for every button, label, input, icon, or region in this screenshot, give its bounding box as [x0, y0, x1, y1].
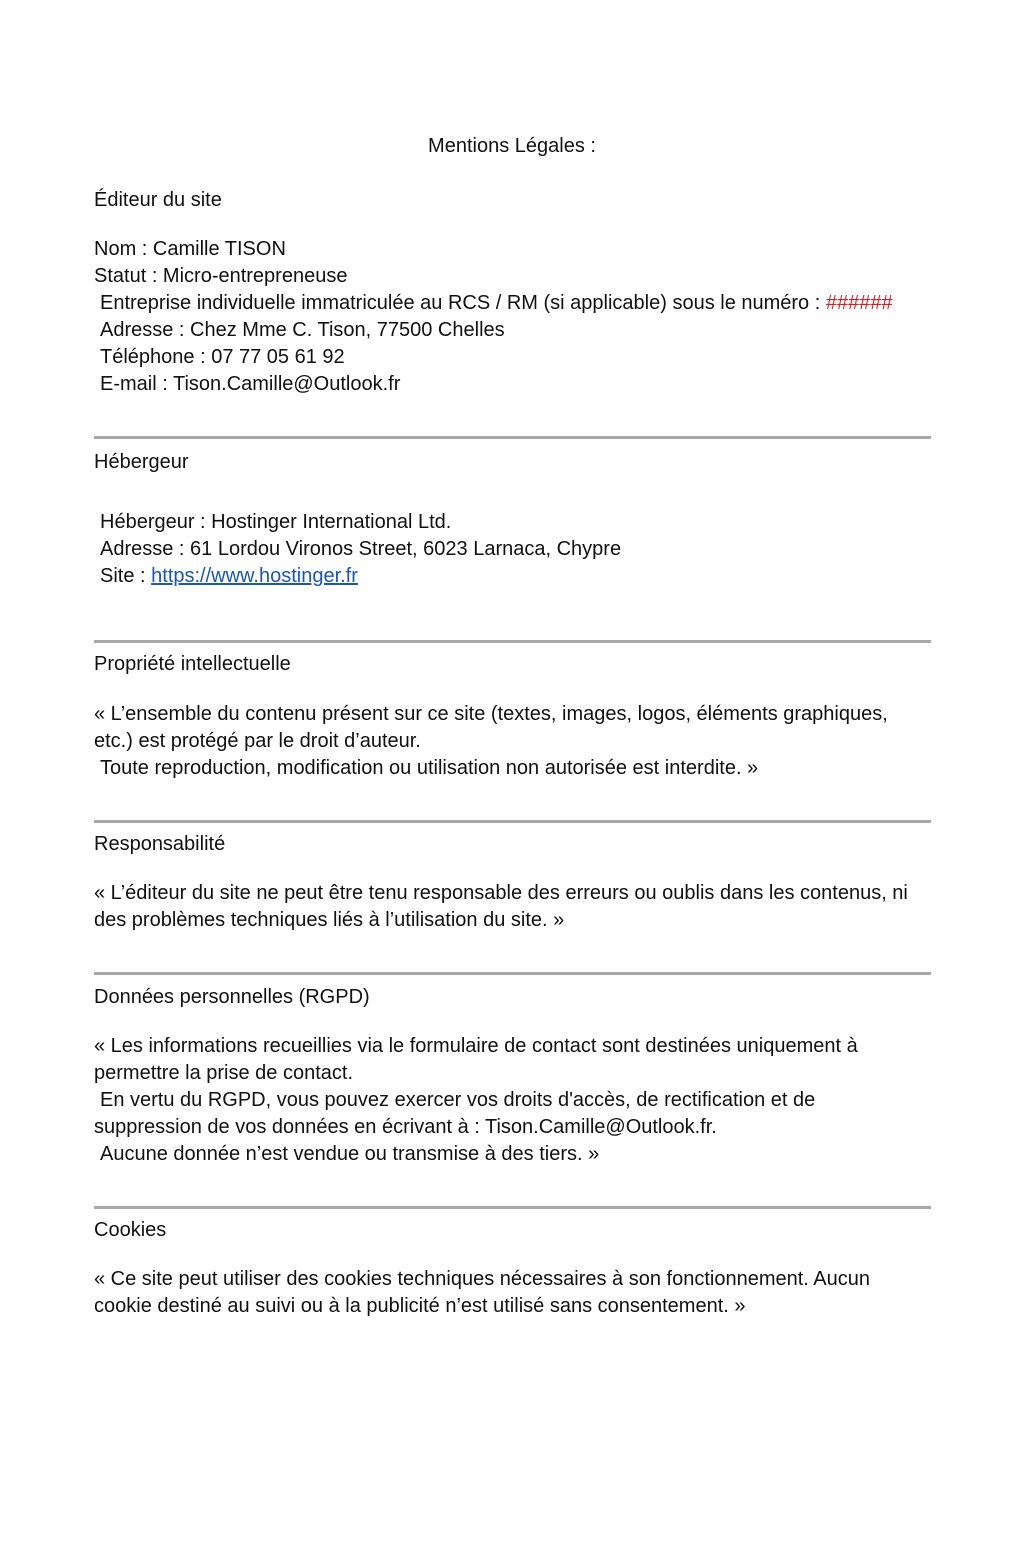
propriete-line: etc.) est protégé par le droit d’auteur. [94, 730, 421, 752]
propriete-text [94, 701, 934, 782]
responsabilite-line: des problèmes techniques liés à l’utilisation du site. » [94, 909, 565, 931]
donnees-line: En vertu du RGPD, vous pouvez exercer vos droits d'accès, de rectification et de [100, 1089, 816, 1111]
section-responsabilite [94, 831, 934, 858]
hebergeur-site [94, 563, 934, 590]
section-heading-cookies: Cookies [94, 1219, 167, 1241]
section-heading-editeur: Éditeur du site [94, 189, 222, 211]
divider [94, 436, 931, 439]
editeur-details [94, 236, 934, 398]
hebergeur-site-prefix: Site : [100, 565, 152, 587]
section-heading-hebergeur: Hébergeur [94, 451, 189, 473]
section-heading-propriete: Propriété intellectuelle [94, 653, 291, 675]
editeur-nom: Nom : Camille TISON [94, 238, 286, 260]
editeur-telephone: Téléphone : 07 77 05 61 92 [100, 346, 345, 368]
divider [94, 1206, 931, 1209]
editeur-adresse: Adresse : Chez Mme C. Tison, 77500 Chelles [100, 319, 505, 341]
donnees-line: suppression de vos données en écrivant à : Tison.Camille@Outlook.fr. [94, 1116, 717, 1138]
editeur-entreprise [94, 290, 934, 317]
divider [94, 972, 931, 975]
editeur-statut: Statut : Micro-entrepreneuse [94, 265, 348, 287]
divider [94, 640, 931, 643]
section-donnees [94, 984, 934, 1011]
editeur-numero: ###### [825, 292, 893, 314]
section-cookies [94, 1217, 934, 1244]
donnees-line: « Les informations recueillies via le formulaire de contact sont destinées uniquement à [94, 1035, 858, 1057]
responsabilite-line: « L’éditeur du site ne peut être tenu responsable des erreurs ou oublis dans les contenus, ni [94, 882, 908, 904]
hebergeur-nom: Hébergeur : Hostinger International Ltd. [100, 511, 452, 533]
section-editeur [94, 187, 934, 214]
cookies-text [94, 1266, 934, 1320]
divider [94, 820, 931, 823]
donnees-text [94, 1033, 934, 1168]
propriete-line: Toute reproduction, modification ou utilisation non autorisée est interdite. » [100, 757, 759, 779]
section-hebergeur [94, 449, 934, 476]
editeur-email: E-mail : Tison.Camille@Outlook.fr [100, 373, 401, 395]
hebergeur-site-link[interactable]: https://www.hostinger.fr [151, 565, 358, 587]
responsabilite-text [94, 880, 934, 934]
hebergeur-details [94, 509, 934, 590]
section-heading-responsabilite: Responsabilité [94, 833, 226, 855]
section-heading-donnees: Données personnelles (RGPD) [94, 986, 370, 1008]
donnees-line: permettre la prise de contact. [94, 1062, 354, 1084]
editeur-entreprise-text: Entreprise individuelle immatriculée au RCS / RM (si applicable) sous le numéro : [100, 292, 826, 314]
cookies-line: cookie destiné au suivi ou à la publicité n’est utilisé sans consentement. » [94, 1295, 746, 1317]
donnees-line: Aucune donnée n’est vendue ou transmise à des tiers. » [100, 1143, 600, 1165]
cookies-line: « Ce site peut utiliser des cookies techniques nécessaires à son fonctionnement. Aucun [94, 1268, 871, 1290]
section-propriete [94, 651, 934, 678]
page-title: Mentions Légales : [428, 135, 596, 157]
propriete-line: « L’ensemble du contenu présent sur ce site (textes, images, logos, éléments graphiques, [94, 703, 888, 725]
hebergeur-adresse: Adresse : 61 Lordou Vironos Street, 6023 Larnaca, Chypre [100, 538, 622, 560]
